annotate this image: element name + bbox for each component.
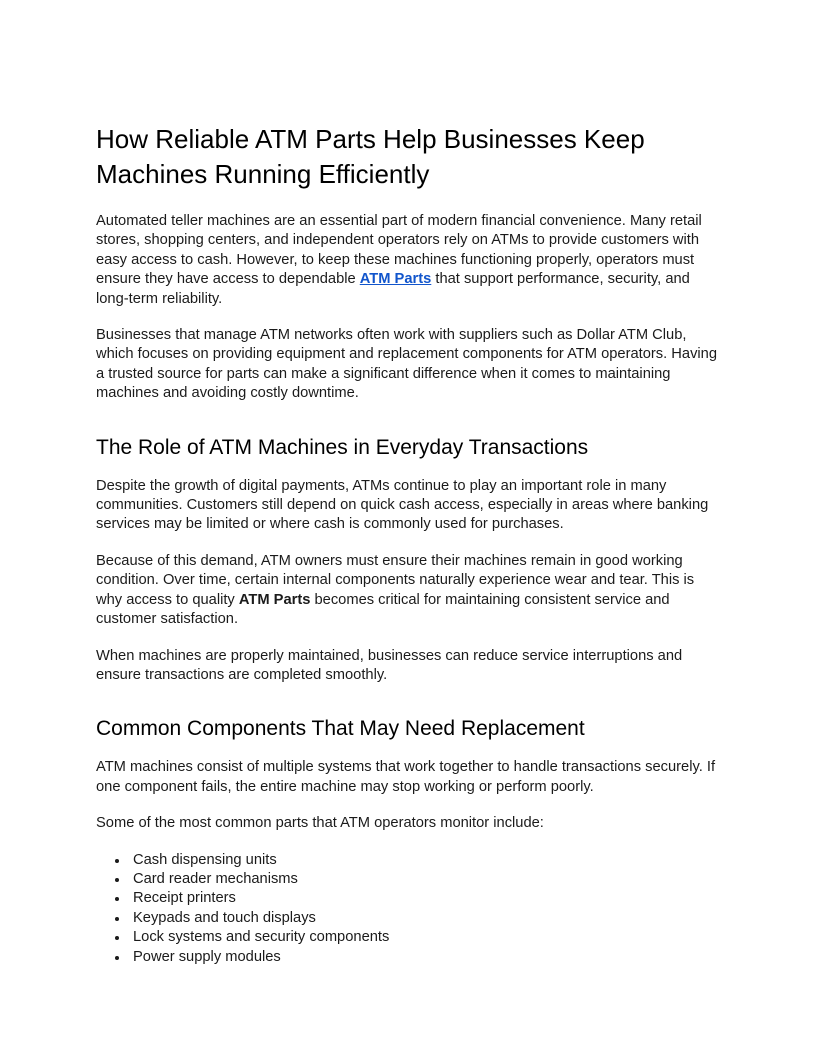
components-paragraph-2: Some of the most common parts that ATM operators monitor include: [96, 815, 544, 832]
role-paragraph-2-before: Because of this demand, ATM owners must ensure their machines remain in good working condition. Over time, certain internal components naturally experience wear and tear. This is why access to quality [96, 552, 695, 608]
page-title: How Reliable ATM Parts Help Businesses Keep Machines Running Efficiently [96, 124, 645, 189]
list-item: • Receipt printers [129, 889, 720, 908]
list-item: • Keypads and touch displays [129, 909, 720, 928]
list-item: • Lock systems and security components [129, 928, 720, 947]
role-paragraph-1: Despite the growth of digital payments, ATMs continue to play an important role in many communities. Customers still depend on quick cash access, especially in areas where banking services may be limited or where cash is commonly used for purchases. [96, 477, 709, 533]
role-paragraph-2 [96, 552, 720, 630]
intro-paragraph-1-before: Automated teller machines are an essential part of modern financial convenience. Many retail stores, shopping centers, and independent operators rely on ATMs to provide customers with easy access to cash. However, to keep these machines functioning properly, operators must ensure they have access to dependable [96, 213, 702, 288]
atm-parts-link[interactable]: ATM Parts [359, 271, 432, 288]
list-item: • Cash dispensing units [129, 851, 720, 870]
intro-paragraph-1 [96, 212, 720, 309]
components-bullet-list [96, 851, 720, 967]
intro-paragraph-2: Businesses that manage ATM networks often work with suppliers such as Dollar ATM Club, which focuses on providing equipment and replacement components for ATM operators. Having a trusted source for parts can make a significant difference when it comes to maintaining machines and avoiding costly downtime. [96, 327, 718, 402]
role-paragraph-2-after: becomes critical for maintaining consistent service and customer satisfaction. [96, 591, 670, 628]
intro-paragraph-1-after: that support performance, security, and long-term reliability. [96, 271, 690, 307]
section-heading-role: The Role of ATM Machines in Everyday Transactions [96, 435, 589, 459]
list-item: • Card reader mechanisms [129, 870, 720, 889]
list-item: • Power supply modules [129, 948, 720, 967]
section-heading-components: Common Components That May Need Replacement [96, 717, 585, 741]
components-paragraph-1: ATM machines consist of multiple systems that work together to handle transactions securely. If one component fails, the entire machine may stop working or perform poorly. [96, 759, 716, 795]
role-paragraph-3: When machines are properly maintained, businesses can reduce service interruptions and ensure transactions are completed smoothly. [96, 647, 683, 683]
atm-parts-bold-text: ATM Parts [238, 591, 311, 608]
